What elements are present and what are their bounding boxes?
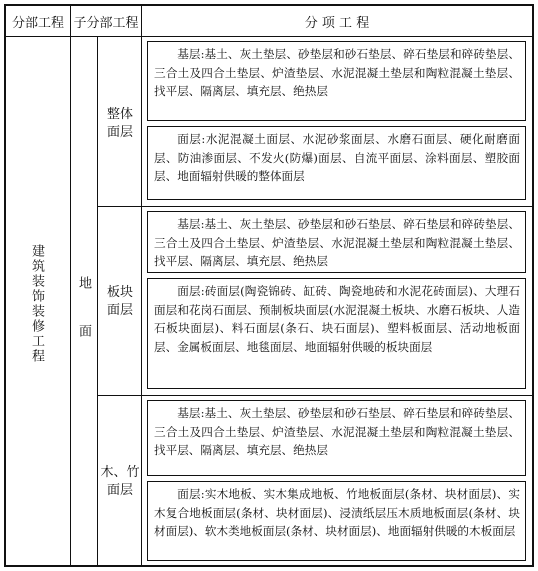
- header-subdivision: 子分部工程: [73, 15, 139, 31]
- group-name-wood: 木、竹面层: [100, 465, 140, 498]
- group-name-block: 板块面层: [106, 285, 133, 318]
- group-divider-1: [97, 206, 532, 207]
- col-divider-1: [70, 6, 71, 565]
- item-text-2-surface: 面层:砖面层(陶瓷锦砖、缸砖、陶瓷地砖和水泥花砖面层)、大理石面层和花岗石面层、预制板块面层(水泥混凝土板块、水磨石板块、人造石板块面层)、料石面层(条石、块石面层)、塑料板面层、活动地板面层、金属板面层、地毯面层、地面辐射供暖的板块面层: [154, 284, 520, 354]
- header-divider: [6, 36, 532, 37]
- item-text-3-surface: 面层:实木地板、实木集成地板、竹地板面层(条材、块材面层)、实木复合地板面层(条材、块材面层)、浸渍纸层压木质地板面层(条材、块材面层)、软木类地板面层(条材、块材面层)、地面辐射供暖的木板面层: [154, 487, 520, 539]
- item-text-3-base: 基层:基土、灰土垫层、砂垫层和砂石垫层、碎石垫层和碎砖垫层、三合土及四合土垫层、炉渣垫层、水泥混凝土垫层和陶粒混凝土垫层、找平层、隔离层、填充层、绝热层: [154, 406, 520, 458]
- item-text-1-surface: 面层:水泥混凝土面层、水泥砂浆面层、水磨石面层、硬化耐磨面层、防油渗面层、不发火(防爆)面层、自流平面层、涂料面层、塑胶面层、地面辐射供暖的整体面层: [154, 132, 520, 184]
- header-items: 分 项 工 程: [304, 15, 370, 31]
- item-text-2-base: 基层:基土、灰土垫层、砂垫层和砂石垫层、碎石垫层和碎砖垫层、三合土及四合土垫层、炉渣垫层、水泥混凝土垫层和陶粒混凝土垫层、找平层、隔离层、填充层、绝热层: [154, 217, 520, 269]
- division-label: 建筑装饰装修工程: [29, 244, 44, 364]
- item-text-1-base: 基层:基土、灰土垫层、砂垫层和砂石垫层、碎石垫层和碎砖垫层、三合土及四合土垫层、炉渣垫层、水泥混凝土垫层和陶粒混凝土垫层、找平层、隔离层、填充层、绝热层: [154, 47, 520, 99]
- col-divider-inner: [97, 36, 98, 565]
- group-divider-2: [97, 395, 532, 396]
- subdivision-table: [4, 4, 534, 567]
- subdivision-label: 地 面: [76, 276, 91, 347]
- group-name-integral: 整体面层: [106, 107, 133, 140]
- col-divider-2: [141, 6, 142, 565]
- header-division: 分部工程: [11, 15, 64, 31]
